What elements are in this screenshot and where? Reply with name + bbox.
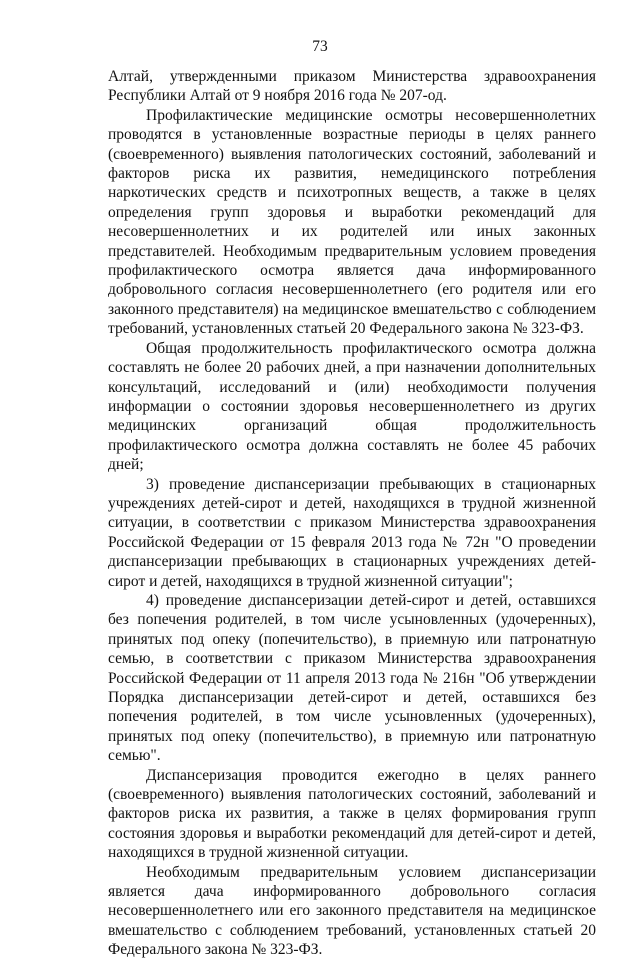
page-number: 73	[312, 38, 328, 55]
paragraph-exam-duration: Общая продолжительность профилактического осмотра должна составлять не более 20 рабочих дней, а при назначении дополнительных консультаций, исследований и (или) необходимости получения информации о состоянии здоровья несовершеннолетнего из других медицинских организаций общая продолжительность профилактического осмотра должна составлять не более 45 рабочих дней;	[108, 339, 596, 474]
paragraph-continuation: Алтай, утвержденными приказом Министерства здравоохранения Республики Алтай от 9 ноября 2016 года № 207-од.	[108, 68, 596, 105]
paragraph-consent: Необходимым предварительным условием диспансеризации является дача информированного добровольного согласия несовершеннолетнего или его законного представителя на медицинское вмешательство с соблюдением требований, установленных статьей 20 Федерального закона № 323-ФЗ.	[108, 863, 596, 959]
paragraph-item-4: 4) проведение диспансеризации детей-сирот и детей, оставшихся без попечения родителей, в том числе усыновленных (удочеренных), принятых под опеку (попечительство), в приемную или патронатную семью, в соответствии с приказом Министерства здравоохранения Российской Федерации от 11 апреля 2013 года № 216н "Об утверждении Порядка диспансеризации детей-сирот и детей, оставшихся без попечения родителей, в том числе усыновленных (удочеренных), принятых под опеку (попечительство), в приемную или патронатную семью".	[108, 591, 596, 765]
paragraph-dispensarization: Диспансеризация проводится ежегодно в целях раннего (своевременного) выявления патологических состояний, заболеваний и факторов риска их развития, а также в целях формирования групп состояния здоровья и выработки рекомендаций для детей-сирот и детей, находящихся в трудной жизненной ситуации.	[108, 766, 596, 862]
paragraph-item-3: 3) проведение диспансеризации пребывающих в стационарных учреждениях детей-сирот и детей, находящихся в трудной жизненной ситуации, в соответствии с приказом Министерства здравоохранения Российской Федерации от 15 февраля 2013 года № 72н "О проведении диспансеризации пребывающих в стационарных учреждениях детей-сирот и детей, находящихся в трудной жизненной ситуации";	[108, 475, 596, 590]
document-body	[108, 67, 596, 960]
paragraph-preventive-exams: Профилактические медицинские осмотры несовершеннолетних проводятся в установленные возрастные периоды в целях раннего (своевременного) выявления патологических состояний, заболеваний и факторов риска их развития, немедицинского потребления наркотических средств и психотропных веществ, а также в целях определения групп здоровья и выработки рекомендаций для несовершеннолетних и их родителей или иных законных представителей. Необходимым предварительным условием проведения профилактического осмотра является дача информированного добровольного согласия несовершеннолетнего (его родителя или его законного представителя) на медицинское вмешательство с соблюдением требований, установленных статьей 20 Федерального закона № 323-ФЗ.	[108, 106, 596, 338]
